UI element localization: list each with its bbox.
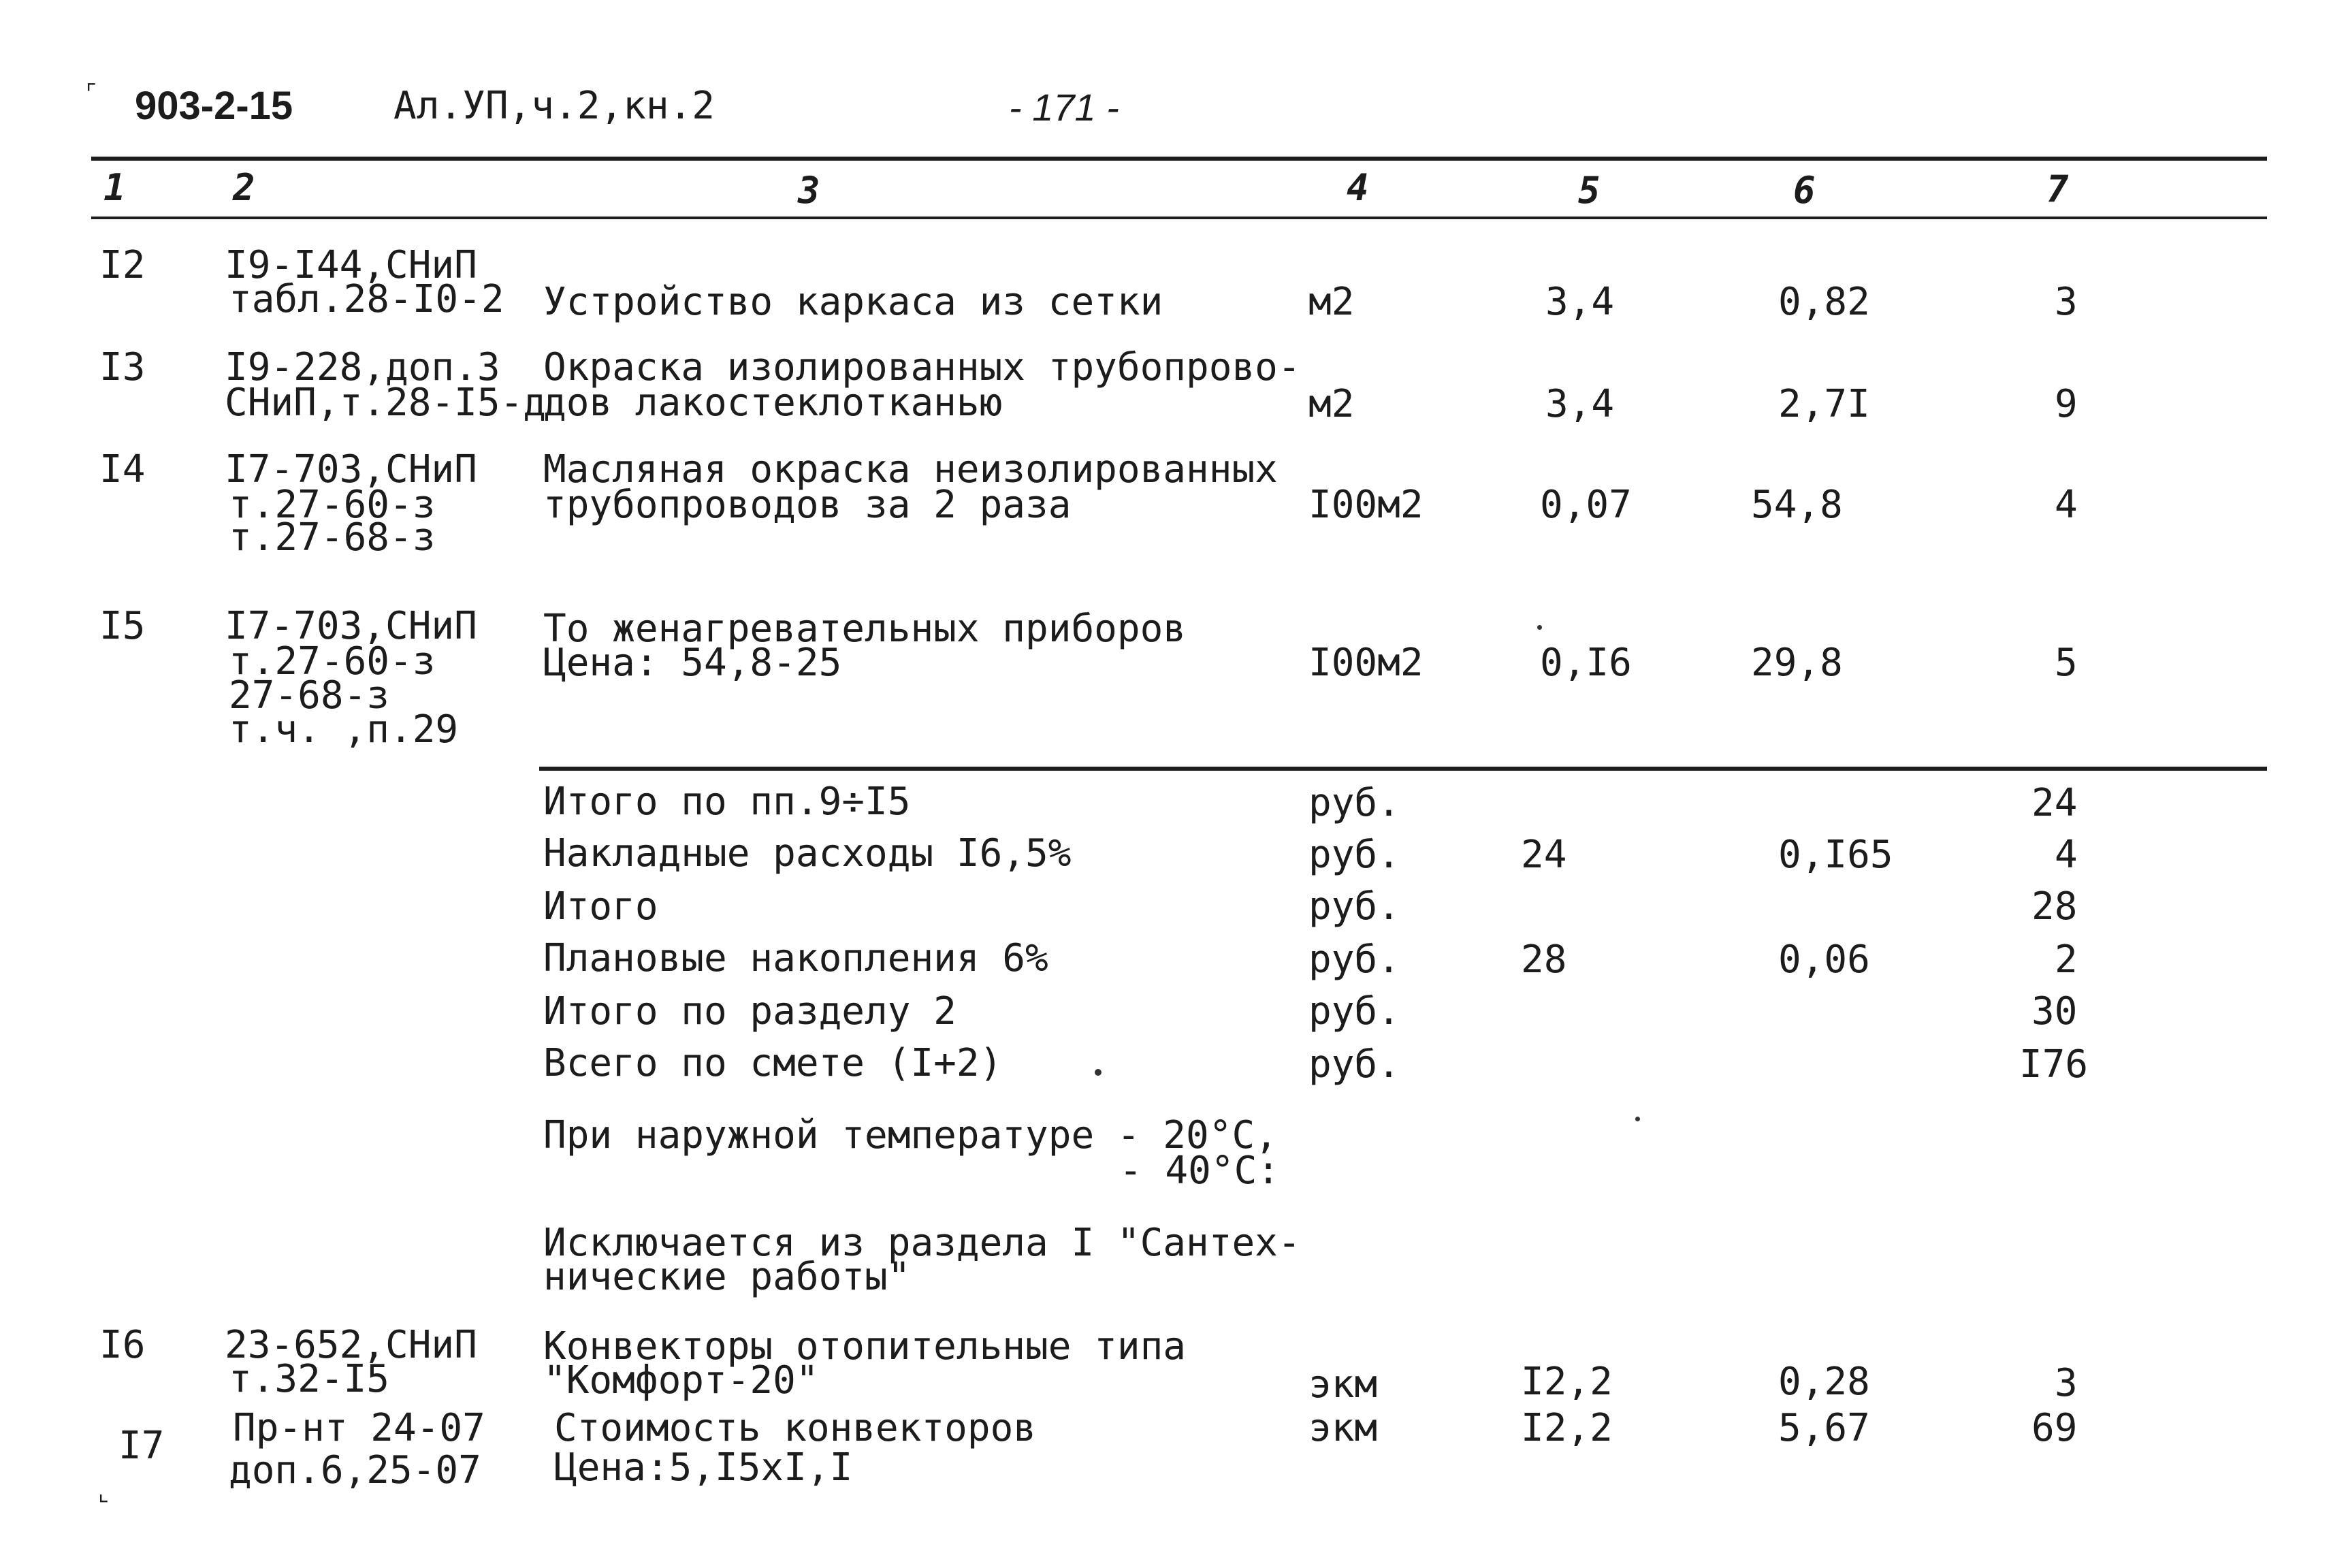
table-row-description: Окраска изолированных трубопрово- (543, 345, 1301, 389)
summary-rule (539, 767, 2267, 771)
summary-unit: руб. (1308, 781, 1400, 825)
summary-rate: 0,06 (1778, 938, 1870, 982)
table-row-unit: м2 (1308, 280, 1355, 324)
table-row-reference: I7-703,СНиП (225, 604, 477, 648)
summary-total: 2 (2055, 938, 2078, 982)
table-row-quantity: I2,2 (1521, 1406, 1613, 1450)
table-row-number: I2 (99, 243, 146, 287)
summary-unit: руб. (1308, 884, 1400, 929)
header-top-rule (91, 157, 2267, 161)
table-row-description: дов лакостеклотканью (543, 381, 1003, 425)
table-row-description: "Комфорт-20" (543, 1358, 819, 1403)
table-row-reference: т.27-60-з (229, 639, 436, 684)
column-header-2: 2 (233, 166, 255, 209)
table-row-reference: I9-228,доп.3 (225, 345, 500, 389)
table-row-description: Цена: 54,8-25 (543, 641, 842, 685)
table-row-reference: т.27-60-з (229, 483, 436, 527)
page-number: - 171 - (1009, 86, 1119, 129)
table-row-description: Устройство каркаса из сетки (543, 280, 1163, 324)
table-row-unit: I00м2 (1308, 483, 1424, 527)
table-row-description: трубопроводов за 2 раза (543, 483, 1072, 527)
table-row-reference: табл.28-I0-2 (229, 277, 504, 321)
table-row-total: 5 (2055, 641, 2078, 685)
column-header-4: 4 (1347, 166, 1369, 209)
summary-label: Всего по смете (I+2) (543, 1041, 1003, 1085)
table-row-reference: 23-652,СНиП (225, 1323, 477, 1367)
column-header-7: 7 (2046, 167, 2069, 210)
summary-total: I76 (2019, 1042, 2089, 1087)
table-row-unit: экм (1308, 1406, 1378, 1450)
summary-unit: руб. (1308, 1042, 1400, 1087)
summary-label: Итого по разделу 2 (543, 989, 956, 1034)
doc-code: 903-2-15 (135, 84, 293, 128)
table-row-quantity: 0,07 (1540, 483, 1632, 527)
column-header-1: 1 (103, 166, 126, 209)
table-row-description: То женагревательных приборов (543, 607, 1187, 651)
summary-label: Накладные расходы I6,5% (543, 831, 1072, 876)
table-row-price: 2,7I (1778, 382, 1870, 426)
table-row-description: Конвекторы отопительные типа (543, 1324, 1187, 1369)
column-header-3: 3 (798, 169, 820, 212)
table-row-price: 54,8 (1751, 483, 1843, 527)
table-row-quantity: 0,I6 (1540, 641, 1632, 685)
header-bottom-rule (91, 217, 2267, 219)
table-row-description: Стоимость конвекторов (554, 1406, 1037, 1450)
table-row-unit: экм (1308, 1362, 1378, 1407)
table-row-quantity: 3,4 (1545, 382, 1615, 426)
table-row-number: I6 (99, 1323, 146, 1367)
column-header-6: 6 (1793, 169, 1816, 212)
table-row-price: 29,8 (1751, 641, 1843, 685)
scan-speck (1537, 625, 1542, 630)
table-row-unit: I00м2 (1308, 641, 1424, 685)
table-row-quantity: I2,2 (1521, 1360, 1613, 1404)
table-row-number: I4 (99, 447, 146, 492)
table-row-quantity: 3,4 (1545, 280, 1615, 324)
summary-unit: руб. (1308, 989, 1400, 1034)
summary-label: Плановые накопления 6% (543, 936, 1048, 980)
table-row-price: 0,82 (1778, 280, 1870, 324)
table-row-price: 5,67 (1778, 1406, 1870, 1450)
summary-rate: 0,I65 (1778, 833, 1893, 877)
table-row-reference: т.32-I5 (229, 1357, 390, 1401)
scan-speck (1095, 1069, 1102, 1076)
table-row-total: 3 (2055, 280, 2078, 324)
table-row-reference: СНиП,т.28-I5-д (225, 381, 547, 425)
table-row-reference: I7-703,СНиП (225, 447, 477, 492)
table-row-total: 9 (2055, 382, 2078, 426)
summary-unit: руб. (1308, 938, 1400, 982)
table-row-total: 3 (2055, 1361, 2078, 1405)
table-row-reference: т.27-68-з (229, 515, 436, 560)
scan-speck (1635, 1117, 1640, 1121)
table-row-price: 0,28 (1778, 1360, 1870, 1404)
excluded-note: нические работы" (543, 1255, 911, 1299)
table-row-reference: т.ч. ,п.29 (229, 707, 459, 752)
summary-base: 24 (1521, 833, 1567, 877)
table-row-reference: доп.6,25-07 (229, 1448, 481, 1492)
summary-label: Итого (543, 884, 658, 929)
table-row-reference: 27-68-з (229, 673, 390, 718)
summary-base: 28 (1521, 938, 1567, 982)
excluded-note: Исключается из раздела I "Сантех- (543, 1221, 1301, 1265)
temperature-note: При наружной температуре - 20°С, (543, 1113, 1278, 1157)
table-row-number: I3 (99, 345, 146, 389)
table-row-reference: Пр-нт 24-07 (233, 1406, 485, 1450)
table-row-unit: м2 (1308, 382, 1355, 426)
table-row-number: I7 (118, 1424, 165, 1468)
summary-total: 24 (2031, 781, 2078, 825)
summary-total: 28 (2031, 884, 2078, 929)
temperature-note: - 40°С: (1119, 1149, 1281, 1193)
summary-total: 4 (2055, 833, 2078, 877)
summary-total: 30 (2031, 989, 2078, 1034)
table-row-description: Цена:5,I5хI,I (554, 1445, 853, 1490)
summary-label: Итого по пп.9÷I5 (543, 780, 911, 824)
table-row-reference: I9-I44,СНиП (225, 243, 477, 287)
summary-unit: руб. (1308, 833, 1400, 877)
table-row-total: 69 (2031, 1406, 2078, 1450)
table-row-total: 4 (2055, 483, 2078, 527)
column-header-5: 5 (1578, 169, 1601, 212)
corner-mark-bottom-left: ⌞ (98, 1479, 109, 1507)
table-row-number: I5 (99, 604, 146, 648)
table-row-description: Масляная окраска неизолированных (543, 447, 1278, 492)
corner-mark-top-left: ⌜ (86, 80, 97, 107)
album-ref: Ал.УП,ч.2,кн.2 (393, 84, 716, 128)
